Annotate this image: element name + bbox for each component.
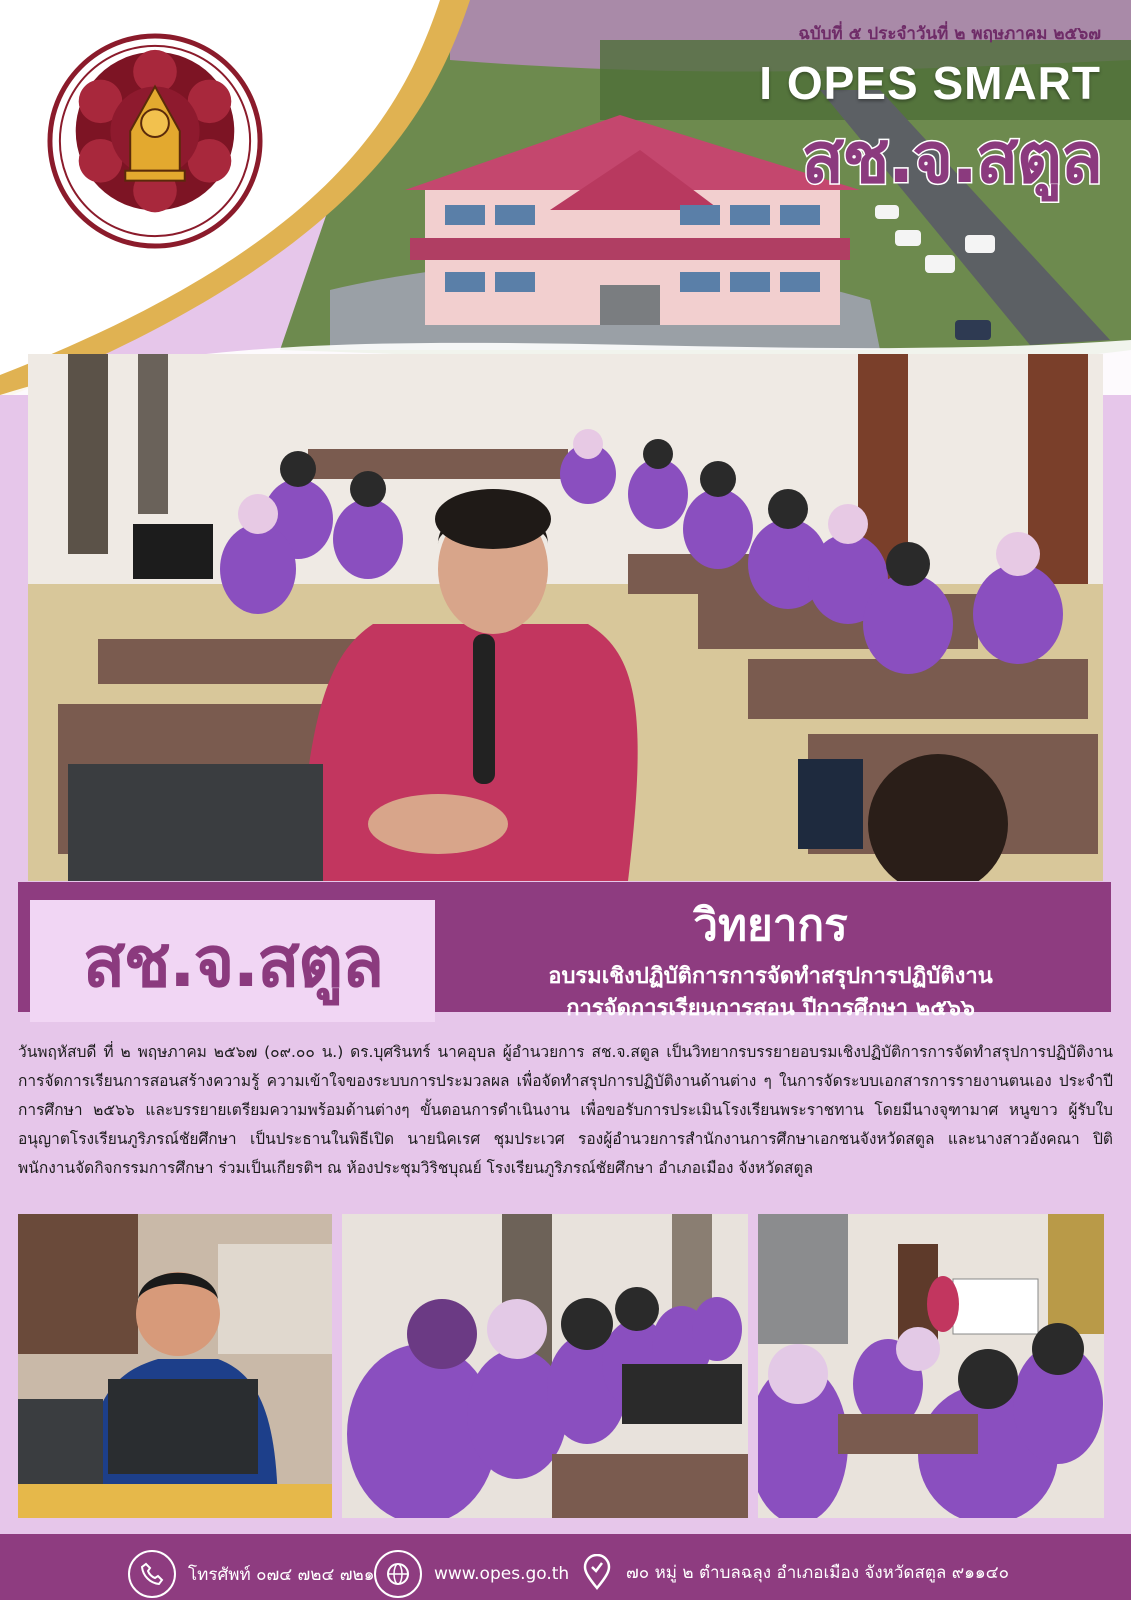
brand-thai-title: สช.จ.สตูล	[801, 117, 1101, 199]
main-training-photo	[28, 354, 1103, 881]
photo-speaker-laptop	[18, 1214, 332, 1518]
globe-icon	[374, 1550, 422, 1598]
location-pin-icon	[580, 1550, 614, 1594]
footer-phone	[128, 1550, 375, 1598]
article-body: วันพฤหัสบดี ที่ ๒ พฤษภาคม ๒๕๖๗ (๐๙.๐๐ น.) ดร.บุศรินทร์ นาคอุบล ผู้อำนวยการ สช.จ.สตูล เป็นวิทยากรบรรยายอบรมเชิงปฏิบัติการการจัดทำสรุปการปฏิบัติงาน การจัดการเรียนการสอนสร้างความรู้ ความเข้าใจของระบบการประมวลผล เพื่อจัดทำสรุปการปฏิบัติงานด้านต่าง ๆ ในการจัดระบบเอกสารการรายงานตนเอง ประจำปีการศึกษา ๒๕๖๖ และบรรยายเตรียมความพร้อมด้านต่างๆ ขั้นตอนการดำเนินงาน เพื่อขอรับการประเมินโรงเรียนพระราชทาน โดยมีนางจุฑามาศ หนูขาว ผู้รับใบอนุญาตโรงเรียนภูริภรณ์ชัยศึกษา เป็นประธานในพิธีเปิด นายนิคเรศ ชุมประเวศ รองผู้อำนวยการสำนักงานการศึกษาเอกชนจังหวัดสตูล และนางสาวอังคณา ปิติ พนักงานจัดกิจกรรมการศึกษา ร่วมเป็นเกียรติฯ ณ ห้องประชุมวิริชบุณย์ โรงเรียนภูริภรณ์ชัยศึกษา อำเภอเมือง จังหวัดสตูล	[18, 1043, 1113, 1177]
band-office-label-text: สช.จ.สตูล	[82, 920, 383, 1003]
footer-address	[580, 1550, 1009, 1594]
phone-icon	[128, 1550, 176, 1598]
footer-phone-text: โทรศัพท์ ๐๗๔ ๗๒๔ ๗๒๑	[188, 1564, 375, 1585]
footer-website-text[interactable]: www.opes.go.th	[434, 1564, 570, 1584]
footer-website[interactable]	[374, 1550, 569, 1598]
header	[0, 0, 1131, 395]
footer-address-text: ๗๐ หมู่ ๒ ตำบลฉลุง อำเภอเมือง จังหวัดสตูล ๙๑๑๔๐	[626, 1562, 1009, 1583]
article-title: วิทยากร	[693, 900, 848, 951]
band-office-label	[30, 900, 435, 1022]
main-photo-illustration	[28, 354, 1103, 881]
article-subtitle-1: อบรมเชิงปฏิบัติการการจัดทำสรุปการปฏิบัติงาน	[548, 964, 993, 989]
brand-english-title: I OPES SMART	[759, 57, 1101, 109]
photo-classroom-wide	[758, 1214, 1104, 1518]
issue-date: ฉบับที่ ๕ ประจำวันที่ ๒ พฤษภาคม ๒๕๖๗	[798, 24, 1101, 44]
office-seal-logo	[46, 32, 264, 250]
footer-bar	[0, 1534, 1131, 1600]
article-subtitle-2: การจัดการเรียนการสอน ปีการศึกษา ๒๕๖๖	[566, 996, 975, 1021]
photo-participants-row	[342, 1214, 748, 1518]
